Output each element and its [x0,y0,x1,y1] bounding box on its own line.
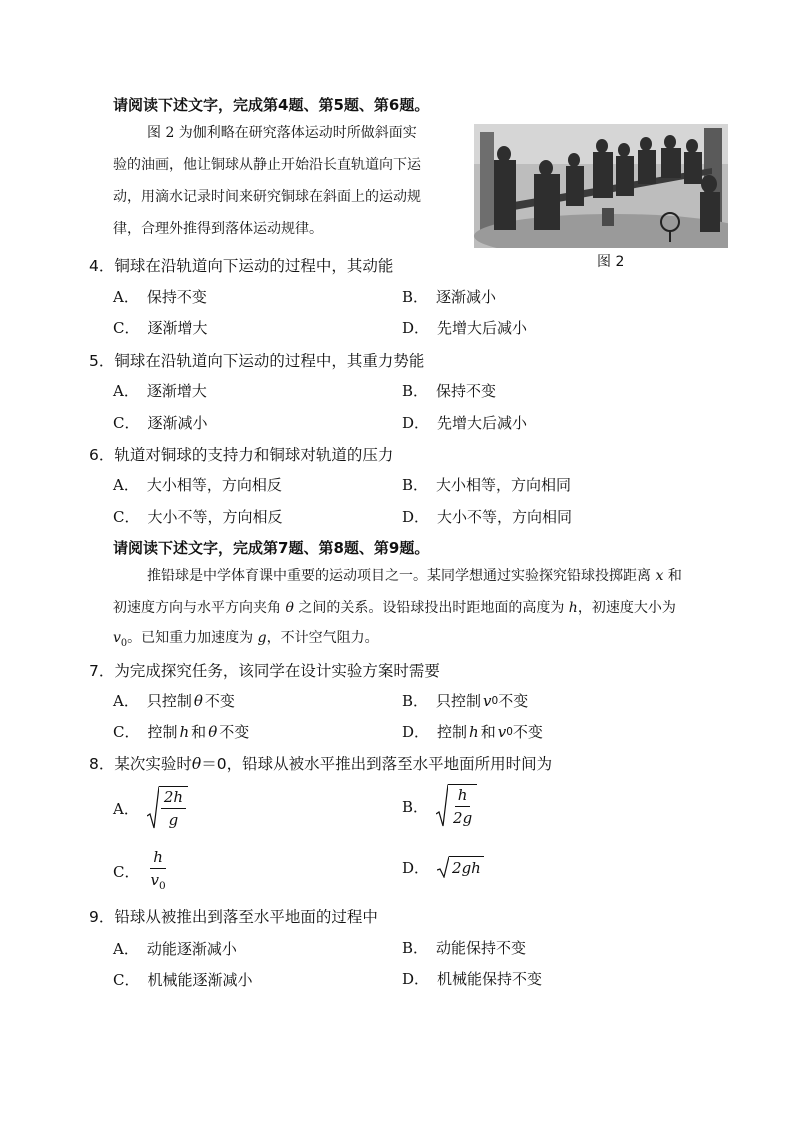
question-4-stem: 4．铜球在沿轨道向下运动的过程中，其动能 [89,257,394,275]
option-letter: C． [113,723,140,741]
option-text: 不变 [512,723,543,741]
var-v: v [113,630,121,646]
sqrt-expression [436,784,477,828]
galileo-painting-image [474,124,728,248]
passage-line-3: 动，用滴水记录时间来研究铜球在斜面上的运动规 [113,189,421,205]
option-letter: D． [402,723,430,741]
radicand: 2gh [449,856,484,878]
passage2-text: 推铅球是中学体育课中重要的运动项目之一。某同学想通过实验探究铅球投掷距离 [147,568,651,584]
q7-option-b[interactable] [402,690,528,711]
radical-icon [436,784,448,828]
q8-option-b[interactable] [402,784,477,828]
option-text: 逐渐减小 [436,288,497,306]
q7-option-a[interactable] [113,690,235,711]
q5-option-c[interactable] [113,412,208,433]
subscript: 0 [506,725,513,738]
sqrt-expression [437,856,484,878]
option-letter: C． [113,414,140,432]
option-text: 不变 [219,723,250,741]
option-letter: A． [113,288,139,306]
q9-option-b[interactable] [402,937,526,958]
q6-option-c[interactable] [113,506,283,527]
option-letter: A． [113,799,139,818]
q4-option-d[interactable] [402,317,527,338]
option-letter: A． [113,940,139,958]
q4-option-b[interactable] [402,286,496,307]
option-letter: B． [402,939,429,957]
passage-line-4: 律，合理外推得到落体运动规律。 [113,221,323,237]
option-letter: B． [402,692,429,710]
stem-text: ＝0，铅球从被水平推出到落至水平地面所用时间为 [201,755,553,773]
q6-option-d[interactable] [402,506,572,527]
q6-option-b[interactable] [402,474,571,495]
fraction-numerator: h [150,848,166,869]
option-text: 控制 [437,723,468,741]
passage2-text: ，不计空气阻力。 [266,630,379,646]
option-letter: D． [402,319,430,337]
radical-icon [147,786,159,830]
fraction-denominator: g [168,811,179,829]
option-text: 大小相等，方向相反 [146,476,282,494]
q9-option-d[interactable] [402,968,542,989]
option-text: 逐渐增大 [146,382,207,400]
option-text: 只控制 [146,692,192,710]
option-text: 大小相等，方向相同 [436,476,572,494]
passage-line-2: 验的油画，他让铜球从静止开始沿长直轨道向下运 [113,157,421,173]
passage2-line-3 [113,622,379,660]
q5-option-d[interactable] [402,412,527,433]
question-8-stem [89,752,552,774]
option-letter: D． [402,508,430,526]
fraction [147,848,168,895]
option-text: 大小不等，方向相同 [437,508,573,526]
option-text: 和 [191,723,207,741]
section-intro-4-6: 请阅读下述文字，完成第4题、第5题、第6题。 [113,96,430,114]
q6-option-a[interactable] [113,474,282,495]
option-letter: A． [113,692,139,710]
q7-option-c[interactable] [113,721,249,742]
option-letter: C． [113,971,140,989]
option-text: 保持不变 [436,382,497,400]
option-letter: B． [402,288,429,306]
option-text: 先增大后减小 [437,319,528,337]
option-text: 不变 [204,692,235,710]
var-theta: θ [191,755,202,773]
var-v: v [497,722,507,741]
subscript: 0 [491,694,499,707]
option-letter: B． [402,382,429,400]
option-text: 大小不等，方向相反 [147,508,283,526]
option-text: 不变 [498,692,529,710]
subscript: 0 [158,880,166,892]
figure-caption: 图 2 [597,254,625,270]
passage2-text: 初速度方向与水平方向夹角 [113,600,281,616]
question-7-stem: 7．为完成探究任务，该同学在设计实验方案时需要 [89,662,440,680]
subscript: 0 [120,637,128,649]
var-theta: θ [285,600,294,616]
var-h: h [469,722,479,741]
option-text: 和 [480,723,496,741]
option-letter: D． [402,858,430,877]
option-text: 先增大后减小 [437,414,528,432]
option-text: 逐渐减小 [147,414,208,432]
option-letter: A． [113,476,139,494]
fraction-numerator: 2h [161,788,186,809]
fraction-numerator: h [455,786,471,807]
option-text: 控制 [147,723,178,741]
option-text: 动能保持不变 [436,939,527,957]
q5-option-b[interactable] [402,380,496,401]
var-theta: θ [208,722,218,741]
passage2-line-2 [113,592,676,624]
option-text: 逐渐增大 [147,319,208,337]
option-text: 保持不变 [146,288,207,306]
q9-option-c[interactable] [113,969,253,990]
q8-option-d[interactable] [402,856,484,878]
var-x: x [655,568,664,584]
option-text: 机械能逐渐减小 [147,971,253,989]
var-v: v [483,691,492,710]
q7-option-d[interactable] [402,721,543,742]
option-letter: C． [113,319,140,337]
fraction-denominator: 2g [453,809,473,827]
option-letter: D． [402,970,430,988]
q9-option-a[interactable] [113,938,237,959]
section-intro-7-9: 请阅读下述文字，完成第7题、第8题、第9题。 [113,539,430,557]
passage2-text: ，初速度大小为 [577,600,676,616]
var-g: g [257,630,267,646]
passage2-text: 之间的关系。设铅球投出时距地面的高度为 [298,600,565,616]
option-letter: A． [113,382,139,400]
question-5-stem: 5．铜球在沿轨道向下运动的过程中，其重力势能 [89,352,425,370]
var-h: h [179,722,190,741]
question-9-stem: 9．铅球从被推出到落至水平地面的过程中 [89,908,378,926]
var-theta: θ [193,691,203,710]
option-letter: D． [402,414,430,432]
fraction-denominator: v [150,871,159,889]
var-h: h [568,600,578,616]
option-letter: B． [402,797,429,816]
passage2-line-1 [147,560,682,592]
q4-option-c[interactable] [113,317,208,338]
sqrt-expression [147,786,188,830]
option-text: 只控制 [436,692,482,710]
stem-text: 8．某次实验时 [89,755,192,773]
option-letter: C． [113,863,140,881]
q5-option-a[interactable] [113,380,207,401]
option-letter: B． [402,476,429,494]
passage2-text: 。已知重力加速度为 [127,630,254,646]
q8-option-c[interactable] [113,848,169,895]
option-text: 动能逐渐减小 [146,940,237,958]
q4-option-a[interactable] [113,286,207,307]
option-text: 机械能保持不变 [437,970,543,988]
q8-option-a[interactable] [113,786,188,830]
radical-icon [437,856,449,878]
option-letter: C． [113,508,140,526]
passage2-text: 和 [667,568,682,584]
question-6-stem: 6．轨道对铜球的支持力和铜球对轨道的压力 [89,446,394,464]
passage-line-1: 图 2 为伽利略在研究落体运动时所做斜面实 [147,125,417,141]
